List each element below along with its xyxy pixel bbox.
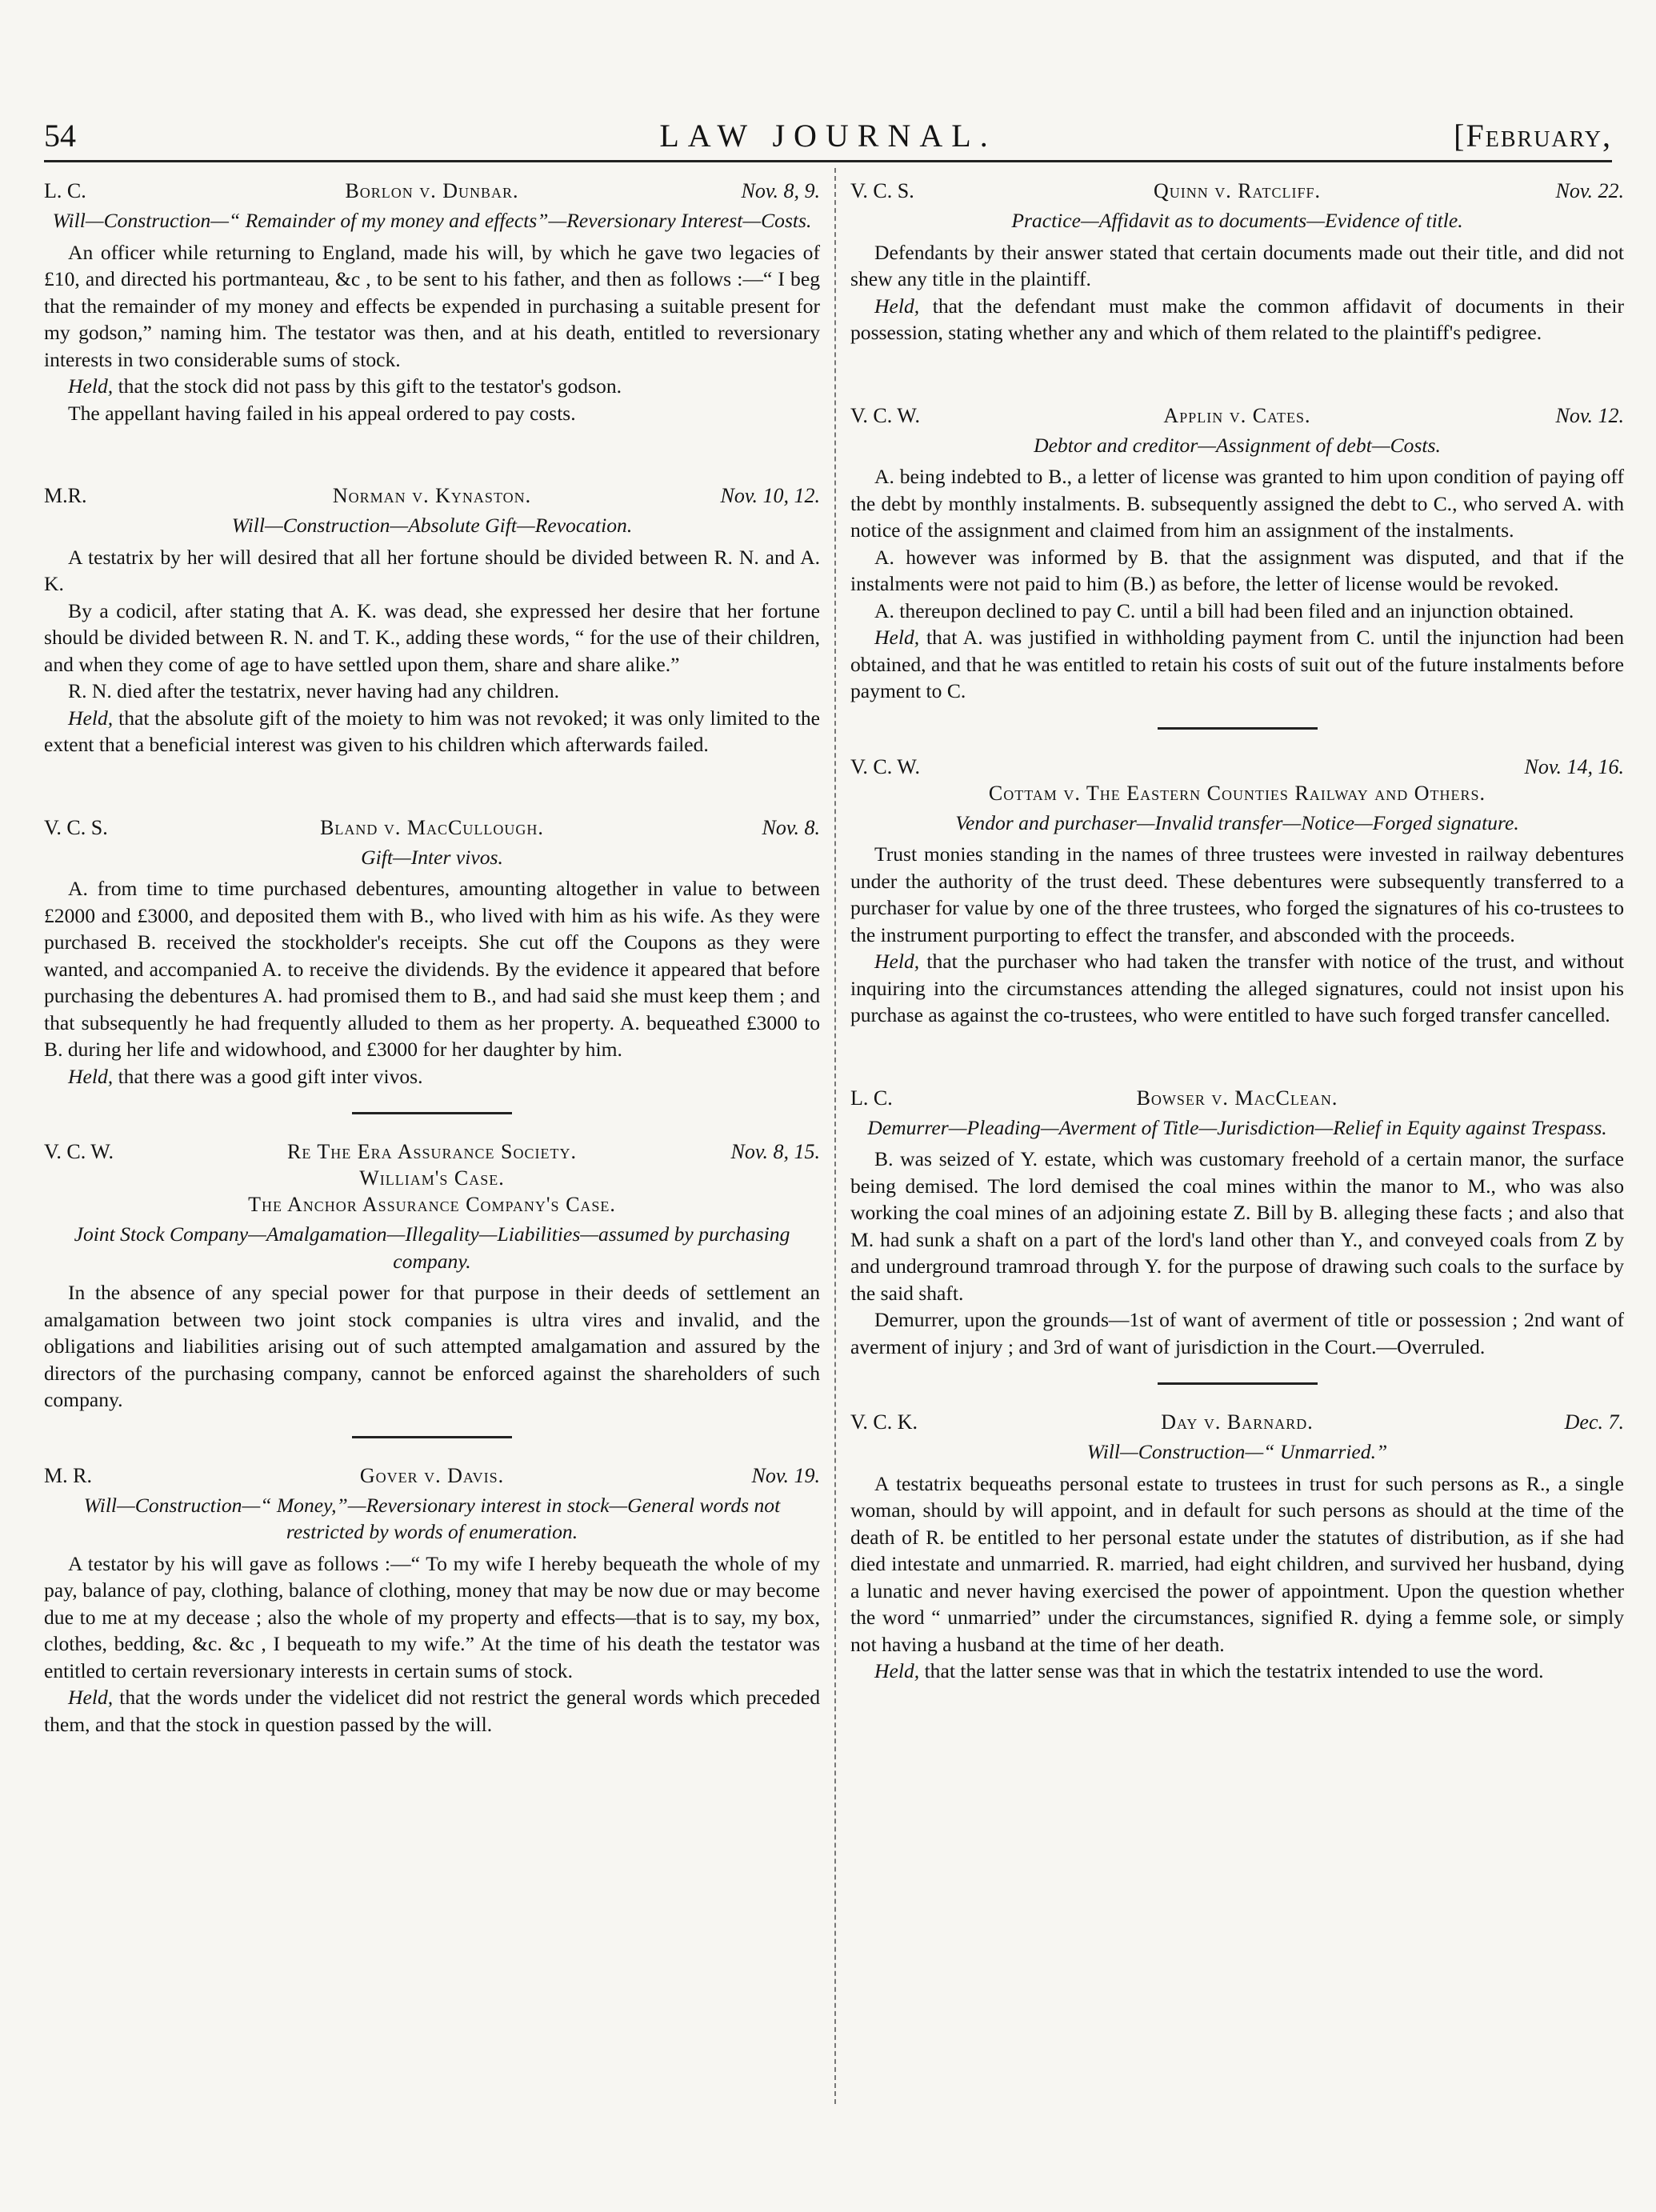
catchwords: Demurrer—Pleading—Averment of Title—Jurisdiction—Relief in Equity against Trespass. xyxy=(867,1115,1607,1139)
column-divider xyxy=(834,168,836,2104)
case-parties: Norman v. Kynaston. xyxy=(332,484,532,507)
held-label: Held, xyxy=(68,706,114,730)
case-heading xyxy=(850,1085,1624,1111)
case-parties: Bowser v. MacClean. xyxy=(1136,1086,1338,1110)
case-paragraph: A. being indebted to B., a letter of license was granted to him upon condition of paying off the debt by monthly instalments. B. subsequently assigned the debt to C., who served A. with notice of the assignment and claimed from him an assignment of the instalments. xyxy=(850,465,1624,542)
holding-text: that the words under the videlicet did not restrict the general words which preceded them, and that the stock in question passed by the will. xyxy=(44,1686,820,1736)
case-date: Nov. 12. xyxy=(1555,403,1624,427)
case-subtitle: William's Case. xyxy=(359,1166,505,1190)
case-parties: Applin v. Cates. xyxy=(1163,403,1311,427)
case-entry xyxy=(850,402,1624,705)
case-parties: Quinn v. Ratcliff. xyxy=(1153,179,1322,202)
case-entry xyxy=(44,814,820,1090)
section-divider xyxy=(1158,727,1318,730)
case-paragraph: In the absence of any special power for that purpose in their deeds of settlement an amalgamation between two joint stock companies is ultra vires and invalid, and the obligations and liabilities arising out of such attempted amalgamation and assured by the directors of the purchasing company, cannot be enforced against the shareholders of such company. xyxy=(44,1281,820,1411)
case-heading xyxy=(850,178,1624,204)
case-heading xyxy=(44,814,820,841)
holding-paragraph xyxy=(44,373,820,400)
holding-text: that the latter sense was that in which the testatrix intended to use the word. xyxy=(924,1659,1544,1682)
case-date: Nov. 19. xyxy=(751,1463,820,1487)
case-date: Nov. 10, 12. xyxy=(720,484,820,507)
catchwords: Gift—Inter vivos. xyxy=(361,845,503,869)
court-label: L. C. xyxy=(44,179,86,202)
case-parties xyxy=(986,754,1488,780)
section-divider xyxy=(1158,1382,1318,1385)
case-date xyxy=(1488,1085,1624,1111)
holding-paragraph xyxy=(850,948,1624,1029)
case-date: Dec. 7. xyxy=(1564,1410,1624,1434)
case-entry xyxy=(850,178,1624,346)
court-label: V. C. W. xyxy=(850,403,920,427)
held-label: Held, xyxy=(68,1686,114,1709)
held-label: Held, xyxy=(874,1659,920,1682)
case-entry xyxy=(850,1085,1624,1361)
catchwords: Joint Stock Company—Amalgamation—Illegality—Liabilities—assumed by purchasing company. xyxy=(74,1222,790,1273)
case-paragraph: A. however was informed by B. that the assignment was disputed, and that if the instalments were not paid to him (B.) as before, the letter of license would be revoked. xyxy=(850,545,1624,595)
court-label: M. R. xyxy=(44,1463,92,1487)
holding-text: that A. was justified in withholding payment from C. until the injunction had been obtained, and that he was entitled to retain his costs of suit out of the future instalments before payment to C. xyxy=(850,626,1624,702)
case-paragraph: Trust monies standing in the names of three trustees were invested in railway debentures under the authority of the trust deed. These debentures were subsequently transferred to a purchaser for value by one of the three trustees, who forged the signatures of his co-trustees to the instrument purporting to effect the transfer, and absconded with the proceeds. xyxy=(850,842,1624,946)
court-label: V. C. S. xyxy=(850,179,914,202)
running-month: [February, xyxy=(1454,118,1612,154)
holding-paragraph xyxy=(44,1063,820,1090)
catchwords: Will—Construction—“ Remainder of my money and effects”—Reversionary Interest—Costs. xyxy=(52,209,812,232)
held-label: Held, xyxy=(68,1064,114,1088)
holding-text: that the defendant must make the common affidavit of documents in their possession, stating whether any and which of them related to the plaintiff's pedigree. xyxy=(850,294,1624,344)
catchwords: Practice—Affidavit as to documents—Evidence of title. xyxy=(1011,209,1463,232)
case-paragraph: An officer while returning to England, made his will, by which he gave two legacies of £10, and directed his portmanteau, &c , to be sent to his father, and then as follows :—“ I beg that the remainder of my money and effects be expended in purchasing a suitable present for my godson,” naming him. The testator was then, and at his death, entitled to reversionary interests in two considerable sums of stock. xyxy=(44,240,820,371)
catchwords: Debtor and creditor—Assignment of debt—Costs. xyxy=(1034,433,1441,457)
left-column xyxy=(44,178,820,1749)
case-paragraph: Demurrer, upon the grounds—1st of want of averment of title or possession ; 2nd want of averment of injury ; and 3rd of want of jurisdiction in the Court.—Overruled. xyxy=(850,1308,1624,1358)
court-label: V. C. S. xyxy=(44,815,108,839)
section-gap xyxy=(850,358,1624,402)
case-entry xyxy=(44,1138,820,1414)
holding-paragraph xyxy=(44,705,820,758)
court-label: V. C. K. xyxy=(850,1410,918,1434)
case-paragraph: The appellant having failed in his appeal ordered to pay costs. xyxy=(68,401,576,425)
case-heading xyxy=(44,482,820,509)
case-parties: Day v. Barnard. xyxy=(1161,1410,1314,1434)
case-entry xyxy=(850,1409,1624,1685)
case-parties: Borlon v. Dunbar. xyxy=(345,179,519,202)
case-subtitle: Cottam v. The Eastern Counties Railway and Others. xyxy=(988,781,1486,805)
page-number: 54 xyxy=(44,118,76,154)
case-date: Nov. 8. xyxy=(762,815,820,839)
journal-title: LAW JOURNAL. xyxy=(659,118,997,154)
case-paragraph: A testatrix bequeaths personal estate to trustees in trust for such persons as R., a single woman, should by will appoint, and in default for such persons as should at the time of the death of R. be entitled to her personal estate under the statutes of distribution, as if she had died intestate and unmarried. R. married, had eight children, and survived her husband, dying a lunatic and never having exercised the power of appointment. Upon the question whether the word “ unmarried” under the circumstances, signified R. dying a femme sole, or simply not having a husband at the time of her death. xyxy=(850,1471,1624,1656)
case-heading xyxy=(850,1409,1624,1435)
section-gap xyxy=(44,770,820,814)
catchwords: Will—Construction—Absolute Gift—Revocation. xyxy=(231,514,633,537)
holding-paragraph xyxy=(850,1658,1624,1685)
held-label: Held, xyxy=(874,950,920,973)
case-heading xyxy=(850,402,1624,429)
running-head xyxy=(44,112,1612,160)
case-paragraph: A testator by his will gave as follows :—“ To my wife I hereby bequeath the whole of my pay, balance of pay, clothing, balance of clothing, money that may be now due or may become due to me at my decease ; also the whole of my property and effects—that is to say, my box, clothes, bedding, &c. &c , I bequeath to my wife.” At the time of his death the testator was entitled to certain reversionary interests in certain sums of stock. xyxy=(44,1551,820,1682)
held-label: Held, xyxy=(874,294,920,318)
case-paragraph: R. N. died after the testatrix, never having had any children. xyxy=(68,679,560,702)
right-column xyxy=(850,178,1624,1696)
case-paragraph: A. from time to time purchased debentures, amounting altogether in value to between £2000 and £3000, and deposited them with B., who lived with him as his wife. As they were purchased B. received the stockholder's receipts. She cut off the Coupons as they were wanted, and accompanied A. to receive the dividends. By the evidence it appeared that before purchasing the debentures A. had promised them to B., and had said she must keep them ; and that subsequently he had frequently alluded to them as her property. A. bequeathed £3000 to B. during her life and widowhood, and £3000 for her daughter by him. xyxy=(44,877,820,1061)
holding-text: that the stock did not pass by this gift to the testator's godson. xyxy=(118,374,622,398)
held-label: Held, xyxy=(874,626,920,649)
case-parties: Gover v. Davis. xyxy=(359,1463,505,1487)
case-paragraph: A testatrix by her will desired that all her fortune should be divided between R. N. and A. K. xyxy=(44,545,820,595)
court-label: V. C. W. xyxy=(44,1140,114,1163)
case-heading xyxy=(44,1138,820,1165)
case-paragraph: B. was seized of Y. estate, which was customary freehold of a certain manor, the surface being demised. The lord demised the coal mines within the manor to M., who was also working the coal mines of an adjoining estate Z. Bill by B. alleging these facts ; and also that M. had sunk a shaft on a part of the lord's land other than Y., and conveyed coals from Z by and underground tramroad through Y. for the purpose of drawing such coals to the surface by the said shaft. xyxy=(850,1147,1624,1305)
section-gap xyxy=(850,1040,1624,1085)
header-rule xyxy=(44,160,1612,162)
case-date: Nov. 22. xyxy=(1555,179,1624,202)
holding-text: that the absolute gift of the moiety to him was not revoked; it was only limited to the extent that a beneficial interest was given to his children which afterwards failed. xyxy=(44,706,820,756)
court-label: V. C. W. xyxy=(850,754,920,778)
case-date: Nov. 8, 15. xyxy=(730,1140,820,1163)
case-heading xyxy=(850,754,1624,780)
holding-text: that the purchaser who had taken the transfer with notice of the trust, and without inquiring into the circumstances attending the alleged signatures, could not insist upon his purchase as against the co-trustees, who were entitled to have such forged transfer cancelled. xyxy=(850,950,1624,1026)
section-divider xyxy=(352,1112,512,1114)
section-divider xyxy=(352,1436,512,1438)
case-subtitle: The Anchor Assurance Company's Case. xyxy=(248,1193,616,1216)
case-parties: Bland v. MacCullough. xyxy=(320,815,544,839)
case-heading xyxy=(44,178,820,204)
held-label: Held, xyxy=(68,374,114,398)
case-paragraph: A. thereupon declined to pay C. until a bill had been filed and an injunction obtained. xyxy=(874,598,1574,622)
catchwords: Vendor and purchaser—Invalid transfer—Notice—Forged signature. xyxy=(955,810,1519,834)
case-heading xyxy=(44,1462,820,1489)
case-date: Nov. 14, 16. xyxy=(1524,754,1624,778)
case-parties: Re The Era Assurance Society. xyxy=(287,1140,577,1163)
case-date: Nov. 8, 9. xyxy=(741,179,820,202)
court-label: M.R. xyxy=(44,484,87,507)
case-entry xyxy=(44,482,820,758)
case-paragraph: Defendants by their answer stated that certain documents made out their title, and did not shew any title in the plaintiff. xyxy=(850,240,1624,290)
holding-paragraph xyxy=(850,293,1624,346)
case-entry xyxy=(44,1462,820,1738)
catchwords: Will—Construction—“ Unmarried.” xyxy=(1086,1440,1388,1463)
section-gap xyxy=(44,438,820,482)
case-entry xyxy=(44,178,820,426)
holding-paragraph xyxy=(850,624,1624,705)
case-paragraph: By a codicil, after stating that A. K. was dead, she expressed her desire that her fortune should be divided between R. N. and T. K., adding these words, “ for the use of their children, and when they come of age to have settled upon them, share and share alike.” xyxy=(44,598,820,676)
holding-text: that there was a good gift inter vivos. xyxy=(118,1064,423,1088)
holding-paragraph xyxy=(44,1684,820,1738)
catchwords: Will—Construction—“ Money,”—Reversionary interest in stock—General words not restricted by words of enumeration. xyxy=(83,1493,781,1543)
court-label: L. C. xyxy=(850,1086,893,1110)
case-entry xyxy=(850,754,1624,1029)
